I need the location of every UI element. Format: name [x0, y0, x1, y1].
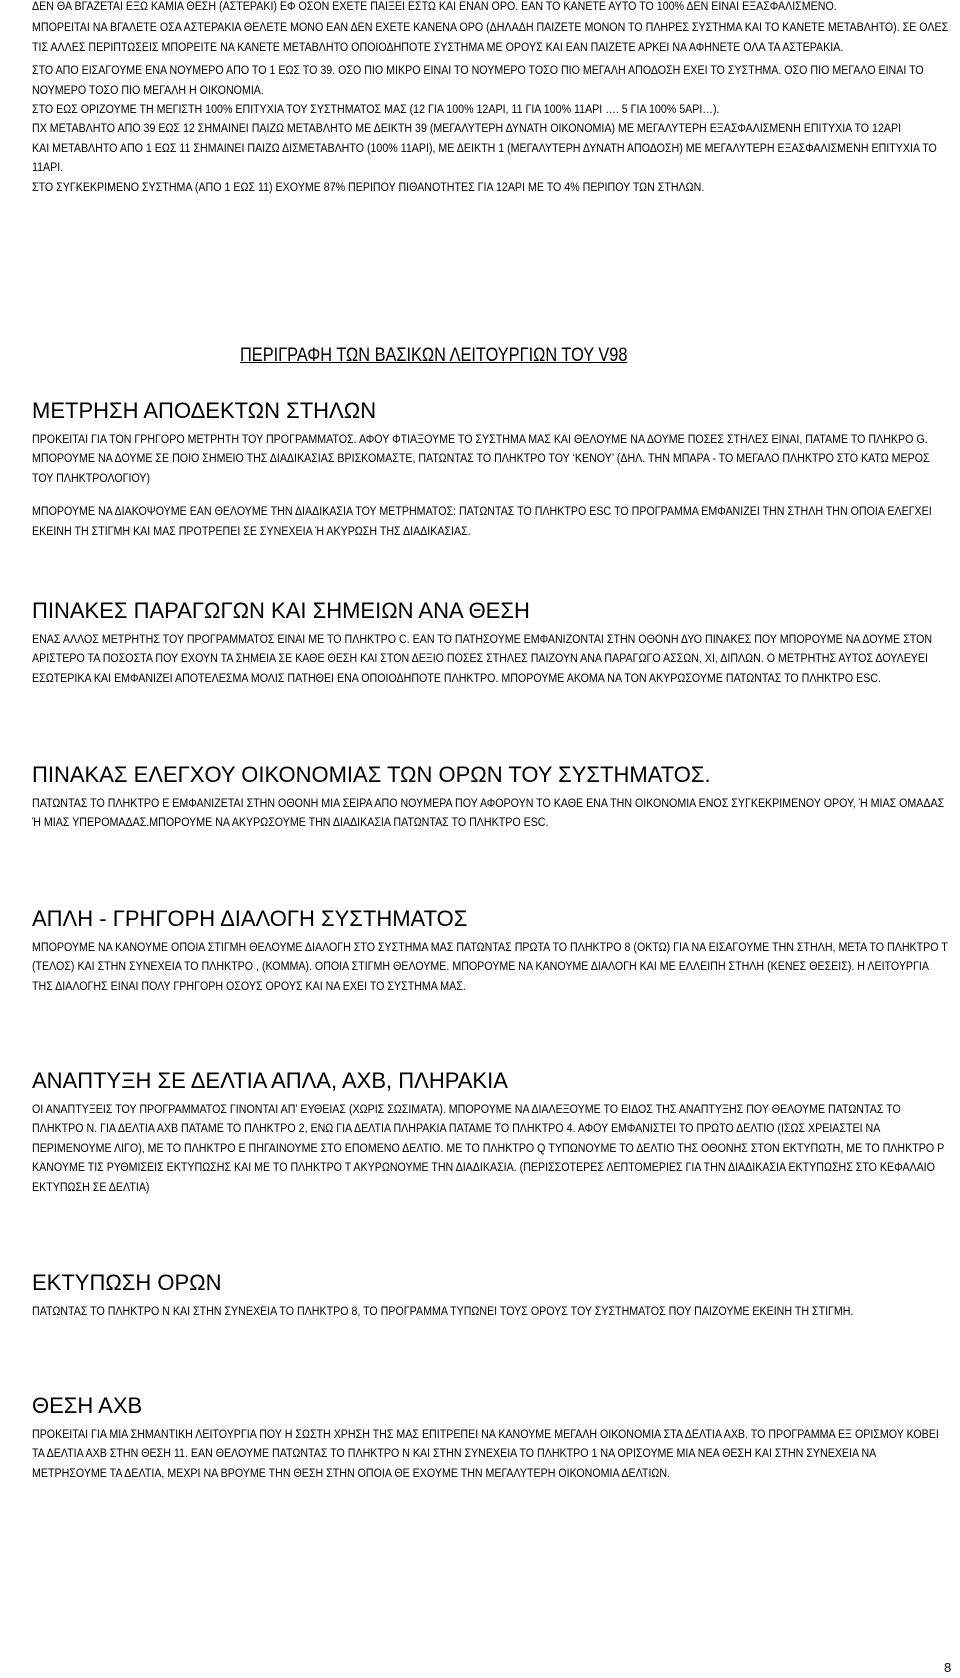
intro-block — [32, 0, 950, 197]
section-paragraph: ΠΑΤΩΝΤΑΣ ΤΟ ΠΛΗΚΤΡΟ Ε ΕΜΦΑΝΙΖΕΤΑΙ ΣΤΗΝ ΟΘΟΝΗ ΜΙΑ ΣΕΙΡΑ ΑΠΟ ΝΟΥΜΕΡΑ ΠΟΥ ΑΦΟΡΟΥΝ ΤΟ ΚΑΘΕ ΕΝΑ ΤΗΝ ΟΙΚΟΝΟΜΙΑ ΕΝΟΣ ΣΥΓΚΕΚΡΙΜΕΝΟΥ ΟΡΟΥ, Ή ΜΙΑΣ ΟΜΑΔΑΣ Ή ΜΙΑΣ ΥΠΕΡΟΜΑΔΑΣ.ΜΠΟΡΟΥΜΕ ΝΑ ΑΚΥΡΩΣΟΥΜΕ ΤΗΝ ΔΙΑΔΙΚΑΣΙΑ ΠΑΤΩΝΤΑΣ ΤΟ ΠΛΗΚΤΡΟ ESC. — [32, 796, 945, 830]
section-economy — [32, 762, 950, 833]
section-heading: ΕΚΤΥΠΩΣΗ ΟΡΩΝ — [32, 1270, 222, 1295]
intro-paragraph: ΔΕΝ ΘΑ ΒΓΑΖΕΤΑΙ ΕΞΩ ΚΑΜΙΑ ΘΕΣΗ (ΑΣΤΕΡΑΚΙ) ΕΦ ΟΣΟΝ ΕΧΕΤΕ ΠΑΙΞΕΙ ΕΣΤΩ ΚΑΙ ΕΝΑΝ ΟΡΟ. ΕΑΝ ΤΟ ΚΑΝΕΤΕ ΑΥΤΟ ΤΟ 100% ΔΕΝ ΕΙΝΑΙ ΕΞΑΣΦΑΛΙΣΜΕΝΟ. — [32, 0, 837, 13]
section-heading: ΑΝΑΠΤΥΞΗ ΣΕ ΔΕΛΤΙΑ ΑΠΛΑ, ΑΧΒ, ΠΛΗΡΑΚΙΑ — [32, 1068, 508, 1093]
section-heading: ΜΕΤΡΗΣΗ ΑΠΟΔΕΚΤΩΝ ΣΤΗΛΩΝ — [32, 398, 377, 423]
section-paragraph: ΕΝΑΣ ΑΛΛΟΣ ΜΕΤΡΗΤΗΣ ΤΟΥ ΠΡΟΓΡΑΜΜΑΤΟΣ ΕΙΝΑΙ ΜΕ ΤΟ ΠΛΗΚΤΡΟ C. ΕΑΝ ΤΟ ΠΑΤΗΣΟΥΜΕ ΕΜΦΑΝΙΖΟΝΤΑΙ ΣΤΗΝ ΟΘΟΝΗ ΔΥΟ ΠΙΝΑΚΕΣ ΠΟΥ ΜΠΟΡΟΥΜΕ ΝΑ ΔΟΥΜΕ ΣΤΟΝ ΑΡΙΣΤΕΡΟ ΤΑ ΠΟΣΟΣΤΑ ΠΟΥ ΕΧΟΥΝ ΤΑ ΣΗΜΕΙΑ ΣΕ ΚΑΘΕ ΘΕΣΗ ΚΑΙ ΣΤΟΝ ΔΕΞΙΟ ΠΟΣΕΣ ΣΤΗΛΕΣ ΠΑΙΖΟΥΝ ΑΝΑ ΠΑΡΑΓΩΓΟ ΑΣΣΩΝ, ΧΙ, ΔΙΠΛΩΝ. Ο ΜΕΤΡΗΤΗΣ ΑΥΤΟΣ ΔΟΥΛΕΥΕΙ ΕΣΩΤΕΡΙΚΑ ΚΑΙ ΕΜΦΑΝΙΖΕΙ ΑΠΟΤΕΛΕΣΜΑ ΜΟΛΙΣ ΠΑΤΗΘΕΙ ΕΝΑ ΟΠΟΙΟΔΗΠΟΤΕ ΠΛΗΚΤΡΟ. ΜΠΟΡΟΥΜΕ ΑΚΟΜΑ ΝΑ ΤΟΝ ΑΚΥΡΩΣΟΥΜΕ ΠΑΤΩΝΤΑΣ ΤΟ ΠΛΗΚΤΡΟ ESC. — [32, 632, 933, 685]
section-axb — [32, 1393, 950, 1483]
section-paragraph: ΠΑΤΩΝΤΑΣ ΤΟ ΠΛΗΚΤΡΟ Ν ΚΑΙ ΣΤΗΝ ΣΥΝΕΧΕΙΑ ΤΟ ΠΛΗΚΤΡΟ 8, ΤΟ ΠΡΟΓΡΑΜΜΑ ΤΥΠΩΝΕΙ ΤΟΥΣ ΟΡΟΥΣ ΤΟΥ ΣΥΣΤΗΜΑΤΟΣ ΠΟΥ ΠΑΙΖΟΥΜΕ ΕΚΕΙΝΗ ΤΗ ΣΤΙΓΜΗ. — [32, 1304, 854, 1318]
section-heading: ΠΙΝΑΚΑΣ ΕΛΕΓΧΟΥ ΟΙΚΟΝΟΜΙΑΣ ΤΩΝ ΟΡΩΝ ΤΟΥ ΣΥΣΤΗΜΑΤΟΣ. — [32, 762, 711, 787]
intro-paragraph: ΣΤΟ ΣΥΓΚΕΚΡΙΜΕΝΟ ΣΥΣΤΗΜΑ (ΑΠΟ 1 ΕΩΣ 11) ΕΧΟΥΜΕ 87% ΠΕΡΙΠΟΥ ΠΙΘΑΝΟΤΗΤΕΣ ΓΙΑ 12ΑΡΙ ΜΕ ΤΟ 4% ΠΕΡΙΠΟΥ ΤΩΝ ΣΤΗΛΩΝ. — [32, 179, 705, 194]
intro-paragraph: ΣΤΟ ΑΠΟ ΕΙΣΑΓΟΥΜΕ ΕΝΑ ΝΟΥΜΕΡΟ ΑΠΟ ΤΟ 1 ΕΩΣ ΤΟ 39. ΟΣΟ ΠΙΟ ΜΙΚΡΟ ΕΙΝΑΙ ΤΟ ΝΟΥΜΕΡΟ ΤΟΣΟ ΠΙΟ ΜΕΓΑΛΗ ΑΠΟΔΟΣΗ ΕΧΕΙ ΤΟ ΣΥΣΤΗΜΑ. ΟΣΟ ΠΙΟ ΜΕΓΑΛΟ ΕΙΝΑΙ ΤΟ ΝΟΥΜΕΡΟ ΤΟΣΟ ΠΙΟ ΜΕΓΑΛΗ Η ΟΙΚΟΝΟΜΙΑ. — [32, 63, 924, 97]
section-heading: ΑΠΛΗ - ΓΡΗΓΟΡΗ ΔΙΑΛΟΓΗ ΣΥΣΤΗΜΑΤΟΣ — [32, 906, 468, 931]
intro-paragraph: ΣΤΟ ΕΩΣ ΟΡΙΖΟΥΜΕ ΤΗ ΜΕΓΙΣΤΗ 100% ΕΠΙΤΥΧΙΑ ΤΟΥ ΣΥΣΤΗΜΑΤΟΣ ΜΑΣ (12 ΓΙΑ 100% 12ΑΡΙ, 11 ΓΙΑ 100% 11ΑΡΙ …. 5 ΓΙΑ 100% 5ΑΡΙ…). — [32, 102, 720, 117]
section-paragraph: ΜΠΟΡΟΥΜΕ ΝΑ ΚΑΝΟΥΜΕ ΟΠΟΙΑ ΣΤΙΓΜΗ ΘΕΛΟΥΜΕ ΔΙΑΛΟΓΗ ΣΤΟ ΣΥΣΤΗΜΑ ΜΑΣ ΠΑΤΩΝΤΑΣ ΠΡΩΤΑ ΤΟ ΠΛΗΚΤΡΟ 8 (ΟΚΤΩ) ΓΙΑ ΝΑ ΕΙΣΑΓΟΥΜΕ ΤΗΝ ΣΤΗΛΗ, ΜΕΤΑ ΤΟ ΠΛΗΚΤΡΟ Τ (ΤΕΛΟΣ) ΚΑΙ ΣΤΗΝ ΣΥΝΕΧΕΙΑ ΤΟ ΠΛΗΚΤΡΟ , (ΚΟΜΜΑ). ΟΠΟΙΑ ΣΤΙΓΜΗ ΘΕΛΟΥΜΕ. ΜΠΟΡΟΥΜΕ ΝΑ ΚΑΝΟΥΜΕ ΔΙΑΛΟΓΗ ΚΑΙ ΜΕ ΕΛΛΕΙΠΗ ΣΤΗΛΗ (ΚΕΝΕΣ ΘΕΣΕΙΣ). Η ΛΕΙΤΟΥΡΓΙΑ ΤΗΣ ΔΙΑΛΟΓΗΣ ΕΙΝΑΙ ΠΟΛΥ ΓΡΗΓΟΡΗ ΟΣΟΥΣ ΟΡΟΥΣ ΚΑΙ ΝΑ ΕΧΕΙ ΤΟ ΣΥΣΤΗΜΑ ΜΑΣ. — [32, 940, 948, 993]
section-paragraph: ΠΡΟΚΕΙΤΑΙ ΓΙΑ ΜΙΑ ΣΗΜΑΝΤΙΚΗ ΛΕΙΤΟΥΡΓΙΑ ΠΟΥ Η ΣΩΣΤΗ ΧΡΗΣΗ ΤΗΣ ΜΑΣ ΕΠΙΤΡΕΠΕΙ ΝΑ ΚΑΝΟΥΜΕ ΜΕΓΑΛΗ ΟΙΚΟΝΟΜΙΑ ΣΤΑ ΔΕΛΤΙΑ ΑΧΒ. ΤΟ ΠΡΟΓΡΑΜΜΑ ΕΞ ΟΡΙΣΜΟΥ ΚΟΒΕΙ ΤΑ ΔΕΛΤΙΑ ΑΧΒ ΣΤΗΝ ΘΕΣΗ 11. ΕΑΝ ΘΕΛΟΥΜΕ ΠΑΤΩΝΤΑΣ ΤΟ ΠΛΗΚΤΡΟ Ν ΚΑΙ ΣΤΗΝ ΣΥΝΕΧΕΙΑ ΤΟ ΠΛΗΚΤΡΟ 1 ΝΑ ΟΡΙΣΟΥΜΕ ΜΙΑ ΝΕΑ ΘΕΣΗ ΚΑΙ ΣΤΗΝ ΣΥΝΕΧΕΙΑ ΝΑ ΜΕΤΡΗΣΟΥΜΕ ΤΑ ΔΕΛΤΙΑ, ΜΕΧΡΙ ΝΑ ΒΡΟΥΜΕ ΤΗΝ ΘΕΣΗ ΣΤΗΝ ΟΠΟΙΑ ΘΕ ΕΧΟΥΜΕ ΤΗΝ ΜΕΓΑΛΥΤΕΡΗ ΟΙΚΟΝΟΜΙΑ ΔΕΛΤΙΩΝ. — [32, 1427, 939, 1480]
section-heading: ΘΕΣΗ ΑΧΒ — [32, 1393, 143, 1418]
section-expand — [32, 1068, 950, 1197]
page-number: 8 — [944, 1660, 952, 1675]
section-print — [32, 1270, 950, 1321]
document-title: ΠΕΡΙΓΡΑΦΗ ΤΩΝ ΒΑΣΙΚΩΝ ΛΕΙΤΟΥΡΓΙΩΝ ΤΟΥ V98 — [240, 345, 628, 366]
section-counter — [32, 398, 950, 541]
section-quick — [32, 906, 950, 996]
section-factors — [32, 598, 950, 688]
section-paragraph: ΟΙ ΑΝΑΠΤΥΞΕΙΣ ΤΟΥ ΠΡΟΓΡΑΜΜΑΤΟΣ ΓΙΝΟΝΤΑΙ ΑΠ’ ΕΥΘΕΙΑΣ (ΧΩΡΙΣ ΣΩΣΙΜΑΤΑ). ΜΠΟΡΟΥΜΕ ΝΑ ΔΙΑΛΕΞΟΥΜΕ ΤΟ ΕΙΔΟΣ ΤΗΣ ΑΝΑΠΤΥΞΗΣ ΠΟΥ ΘΕΛΟΥΜΕ ΠΑΤΩΝΤΑΣ ΤΟ ΠΛΗΚΤΡΟ Ν. ΓΙΑ ΔΕΛΤΙΑ ΑΧΒ ΠΑΤΑΜΕ ΤΟ ΠΛΗΚΤΡΟ 2, ΕΝΩ ΓΙΑ ΔΕΛΤΙΑ ΠΛΗΡΑΚΙΑ ΠΑΤΑΜΕ ΤΟ ΠΛΗΚΤΡΟ 4. ΑΦΟΥ ΕΜΦΑΝΙΣΤΕΙ ΤΟ ΠΡΩΤΟ ΔΕΛΤΙΟ (ΙΣΩΣ ΧΡΕΙΑΣΤΕΙ ΝΑ ΠΕΡΙΜΕΝΟΥΜΕ ΛΙΓΟ), ΜΕ ΤΟ ΠΛΗΚΤΡΟ Ε ΠΗΓΑΙΝΟΥΜΕ ΣΤΟ ΕΠΟΜΕΝΟ ΔΕΛΤΙΟ. ΜΕ ΤΟ ΠΛΗΚΤΡΟ Q ΤΥΠΩΝΟΥΜΕ ΤΟ ΔΕΛΤΙΟ ΤΗΣ ΟΘΟΝΗΣ ΣΤΟΝ ΕΚΤΥΠΩΤΗ, ΜΕ ΤΟ ΠΛΗΚΤΡΟ P ΚΑΝΟΥΜΕ ΤΙΣ ΡΥΘΜΙΣΕΙΣ ΕΚΤΥΠΩΣΗΣ ΚΑΙ ΜΕ ΤΟ ΠΛΗΚΤΡΟ Τ ΑΚΥΡΩΝΟΥΜΕ ΤΗΝ ΔΙΑΔΙΚΑΣΙΑ. (ΠΕΡΙΣΣΟΤΕΡΕΣ ΛΕΠΤΟΜΕΡΙΕΣ ΓΙΑ ΤΗΝ ΔΙΑΔΙΚΑΣΙΑ ΕΚΤΥΠΩΣΗΣ ΣΤΟ ΚΕΦΑΛΑΙΟ ΕΚΤΥΠΩΣΗ ΣΕ ΔΕΛΤΙΑ) — [32, 1102, 945, 1194]
intro-paragraph: ΜΠΟΡΕΙΤΑΙ ΝΑ ΒΓΑΛΕΤΕ ΟΣΑ ΑΣΤΕΡΑΚΙΑ ΘΕΛΕΤΕ ΜΟΝΟ ΕΑΝ ΔΕΝ ΕΧΕΤΕ ΚΑΝΕΝΑ ΟΡΟ (ΔΗΛΑΔΗ ΠΑΙΖΕΤΕ ΜΟΝΟΝ ΤΟ ΠΛΗΡΕΣ ΣΥΣΤΗΜΑ ΚΑΙ ΤΟ ΚΑΝΕΤΕ ΜΕΤΑΒΛΗΤΟ). ΣΕ ΟΛΕΣ ΤΙΣ ΑΛΛΕΣ ΠΕΡΙΠΤΩΣΕΙΣ ΜΠΟΡΕΙΤΕ ΝΑ ΚΑΝΕΤΕ ΜΕΤΑΒΛΗΤΟ ΟΠΟΙΟΔΗΠΟΤΕ ΣΥΣΤΗΜΑ ΜΕ ΟΡΟΥΣ ΚΑΙ ΕΑΝ ΠΑΙΖΕΤΕ ΑΡΚΕΙ ΝΑ ΑΦΗΝΕΤΕ ΟΛΑ ΤΑ ΑΣΤΕΡΑΚΙΑ. — [32, 20, 949, 54]
intro-paragraph: ΚΑΙ ΜΕΤΑΒΛΗΤΟ ΑΠΟ 1 ΕΩΣ 11 ΣΗΜΑΙΝΕΙ ΠΑΙΖΩ ΔΙΣΜΕΤΑΒΛΗΤΟ (100% 11ΑΡΙ), ΜΕ ΔΕΙΚΤΗ 1 (ΜΕΓΑΛΥΤΕΡΗ ΔΥΝΑΤΗ ΑΠΟΔΟΣΗ) ΜΕ ΜΕΓΑΛΥΤΕΡΗ ΕΞΑΣΦΑΛΙΣΜΕΝΗ ΕΠΙΤΥΧΙΑ ΤΟ 11ΑΡΙ. — [32, 140, 937, 175]
section-paragraph: ΠΡΟΚΕΙΤΑΙ ΓΙΑ ΤΟΝ ΓΡΗΓΟΡΟ ΜΕΤΡΗΤΗ ΤΟΥ ΠΡΟΓΡΑΜΜΑΤΟΣ. ΑΦΟΥ ΦΤΙΑΞΟΥΜΕ ΤΟ ΣΥΣΤΗΜΑ ΜΑΣ ΚΑΙ ΘΕΛΟΥΜΕ ΝΑ ΔΟΥΜΕ ΠΟΣΕΣ ΣΤΗΛΕΣ ΕΙΝΑΙ, ΠΑΤΑΜΕ ΤΟ ΠΛΗΚΡΟ G. ΜΠΟΡΟΥΜΕ ΝΑ ΔΟΥΜΕ ΣΕ ΠΟΙΟ ΣΗΜΕΙΟ ΤΗΣ ΔΙΑΔΙΚΑΣΙΑΣ ΒΡΙΣΚΟΜΑΣΤΕ, ΠΑΤΩΝΤΑΣ ΤΟ ΠΛΗΚΤΡΟ ΤΟΥ ‘ΚΕΝΟΥ’ (ΔΗΛ. ΤΗΝ ΜΠΑΡΑ - ΤΟ ΜΕΓΑΛΟ ΠΛΗΚΤΡΟ ΣΤΟ ΚΑΤΩ ΜΕΡΟΣ ΤΟΥ ΠΛΗΚΤΡΟΛΟΓΙΟΥ) — [32, 432, 930, 485]
section-heading: ΠΙΝΑΚΕΣ ΠΑΡΑΓΩΓΩΝ ΚΑΙ ΣΗΜΕΙΩΝ ΑΝΑ ΘΕΣΗ — [32, 598, 530, 623]
intro-paragraph: ΠΧ ΜΕΤΑΒΛΗΤΟ ΑΠΟ 39 ΕΩΣ 12 ΣΗΜΑΙΝΕΙ ΠΑΙΖΩ ΜΕΤΑΒΛΗΤΟ ΜΕ ΔΕΙΚΤΗ 39 (ΜΕΓΑΛΥΤΕΡΗ ΔΥΝΑΤΗ ΟΙΚΟΝΟΜΙΑ) ΜΕ ΜΕΓΑΛΥΤΕΡΗ ΕΞΑΣΦΑΛΙΣΜΕΝΗ ΕΠΙΤΥΧΙΑ ΤΟ 12ΑΡΙ — [32, 121, 902, 136]
section-paragraph: ΜΠΟΡΟΥΜΕ ΝΑ ΔΙΑΚΟΨΟΥΜΕ ΕΑΝ ΘΕΛΟΥΜΕ ΤΗΝ ΔΙΑΔΙΚΑΣΙΑ ΤΟΥ ΜΕΤΡΗΜΑΤΟΣ: ΠΑΤΩΝΤΑΣ ΤΟ ΠΛΗΚΤΡΟ ESC ΤΟ ΠΡΟΓΡΑΜΜΑ ΕΜΦΑΝΙΖΕΙ ΤΗΝ ΣΤΗΛΗ ΤΗΝ ΟΠΟΙΑ ΕΛΕΓΧΕΙ ΕΚΕΙΝΗ ΤΗ ΣΤΙΓΜΗ ΚΑΙ ΜΑΣ ΠΡΟΤΡΕΠΕΙ ΣΕ ΣΥΝΕΧΕΙΑ Ή ΑΚΥΡΩΣΗ ΤΗΣ ΔΙΑΔΙΚΑΣΙΑΣ. — [32, 504, 932, 538]
